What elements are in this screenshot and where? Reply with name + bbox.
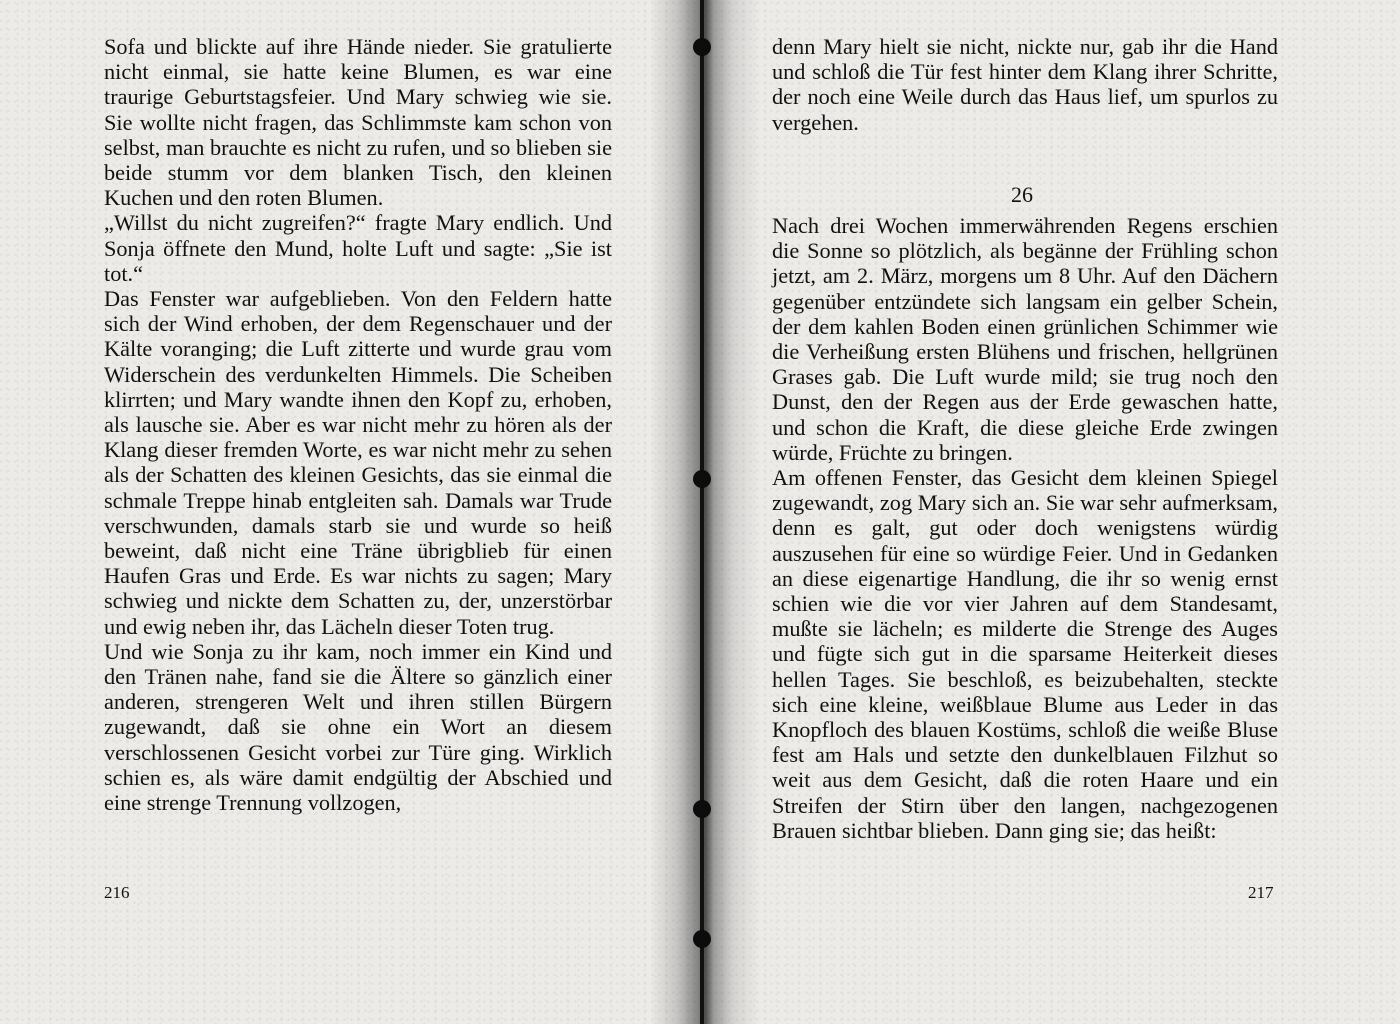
paragraph: Sofa und blickte auf ihre Hände nieder. Sie gratulierte nicht einmal, sie hatte keine Blumen, es war eine traurige Geburtstagsfeier. Und Mary schwieg wie sie. Sie wollte nicht fragen, das Schlimmste kam schon von selbst, man brauchte es nicht zu rufen, und so blieben sie beide stumm vor dem blanken Tisch, den kleinen Kuchen und den roten Blumen. [104, 34, 612, 211]
binding-stitch [693, 930, 711, 948]
binding-line [700, 0, 704, 1024]
page-number-right: 217 [1248, 883, 1274, 902]
paragraph: Am offenen Fenster, das Gesicht dem kleinen Spiegel zugewandt, zog Mary sich an. Sie war sehr aufmerksam, denn es galt, gut oder doch wenigstens würdig auszusehen für eine so würdige Feier. Und in Gedanken an diese eigenartige Handlung, die ihr so wenig ernst schien wie die vor vier Jahren auf dem Standesamt, mußte sie lächeln; es milderte die Strenge des Auges und fügte sich gut in die sparsame Heiterkeit dieses hellen Tages. Sie beschloß, es beizubehalten, steckte sich eine kleine, weißblaue Blume aus Leder in das Knopfloch des blauen Kostüms, schloß die weiße Bluse fest am Hals und setzte den dunkelblauen Filzhut so weit aus dem Gesicht, daß die roten Haare und ein Streifen der Stirn über den langen, nachgezogenen Brauen sichtbar blieben. Dann ging sie; das heißt: [772, 465, 1278, 843]
right-page-text [772, 213, 1278, 843]
left-page-text [104, 34, 612, 815]
paragraph: „Willst du nicht zugreifen?“ fragte Mary endlich. Und Sonja öffnete den Mund, holte Luft und sagte: „Sie ist tot.“ [104, 210, 612, 286]
right-page [756, 32, 1288, 982]
left-page [82, 32, 622, 982]
binding-stitch [693, 470, 711, 488]
page-number-left: 216 [104, 883, 130, 902]
right-page-continuation [772, 34, 1278, 135]
paragraph: denn Mary hielt sie nicht, nickte nur, gab ihr die Hand und schloß die Tür fest hinter dem Klang ihrer Schritte, der noch eine Weile durch das Haus lief, um spurlos zu vergehen. [772, 34, 1278, 135]
paragraph: Und wie Sonja zu ihr kam, noch immer ein Kind und den Tränen nahe, fand sie die Ältere so gänzlich einer anderen, strengeren Welt und ihren stillen Bürgern zugewandt, daß sie ohne ein Wort an diesem verschlossenen Gesicht vorbei zur Türe ging. Wirklich schien es, als wäre damit endgültig der Abschied und eine strenge Trennung vollzogen, [104, 638, 612, 816]
paragraph: Nach drei Wochen immerwährenden Regens erschien die Sonne so plötzlich, als begänne der Frühling schon jetzt, am 2. März, morgens um 8 Uhr. Auf den Dächern gegenüber entzündete sich langsam ein gelber Schein, der dem kahlen Boden einen grünlichen Schimmer wie die Verheißung ersten Blühens und frischen, hellgrünen Grases gab. Die Luft wurde mild; sie trug noch den Dunst, den der Regen aus der Erde gewaschen hatte, und schon die Kraft, die diese gleiche Erde zwingen würde, Früchte zu bringen. [772, 213, 1278, 465]
book-gutter [650, 0, 760, 1024]
binding-stitch [693, 800, 711, 818]
chapter-number: 26 [1011, 182, 1033, 207]
binding-stitch [693, 38, 711, 56]
paragraph: Das Fenster war aufgeblieben. Von den Feldern hatte sich der Wind erhoben, der dem Regenschauer und der Kälte voranging; die Luft zitterte und wurde grau vom Widerschein des verdunkelten Himmels. Die Scheiben klirrten; und Mary wandte ihnen den Kopf zu, erhoben, als lausche sie. Aber es war nicht mehr zu hören als der Klang dieser fremden Worte, es war nicht mehr zu sehen als der Schatten des kleinen Gesichts, das sie einmal die schmale Treppe hinab entgleiten sah. Damals war Trude verschwunden, damals starb sie und wurde so heiß beweint, daß nicht eine Träne übrigblieb für einen Haufen Gras und Erde. Es war nichts zu sagen; Mary schwieg und nickte dem Schatten zu, der, unzerstörbar und ewig neben ihr, das Lächeln dieser Toten trug. [104, 286, 612, 639]
